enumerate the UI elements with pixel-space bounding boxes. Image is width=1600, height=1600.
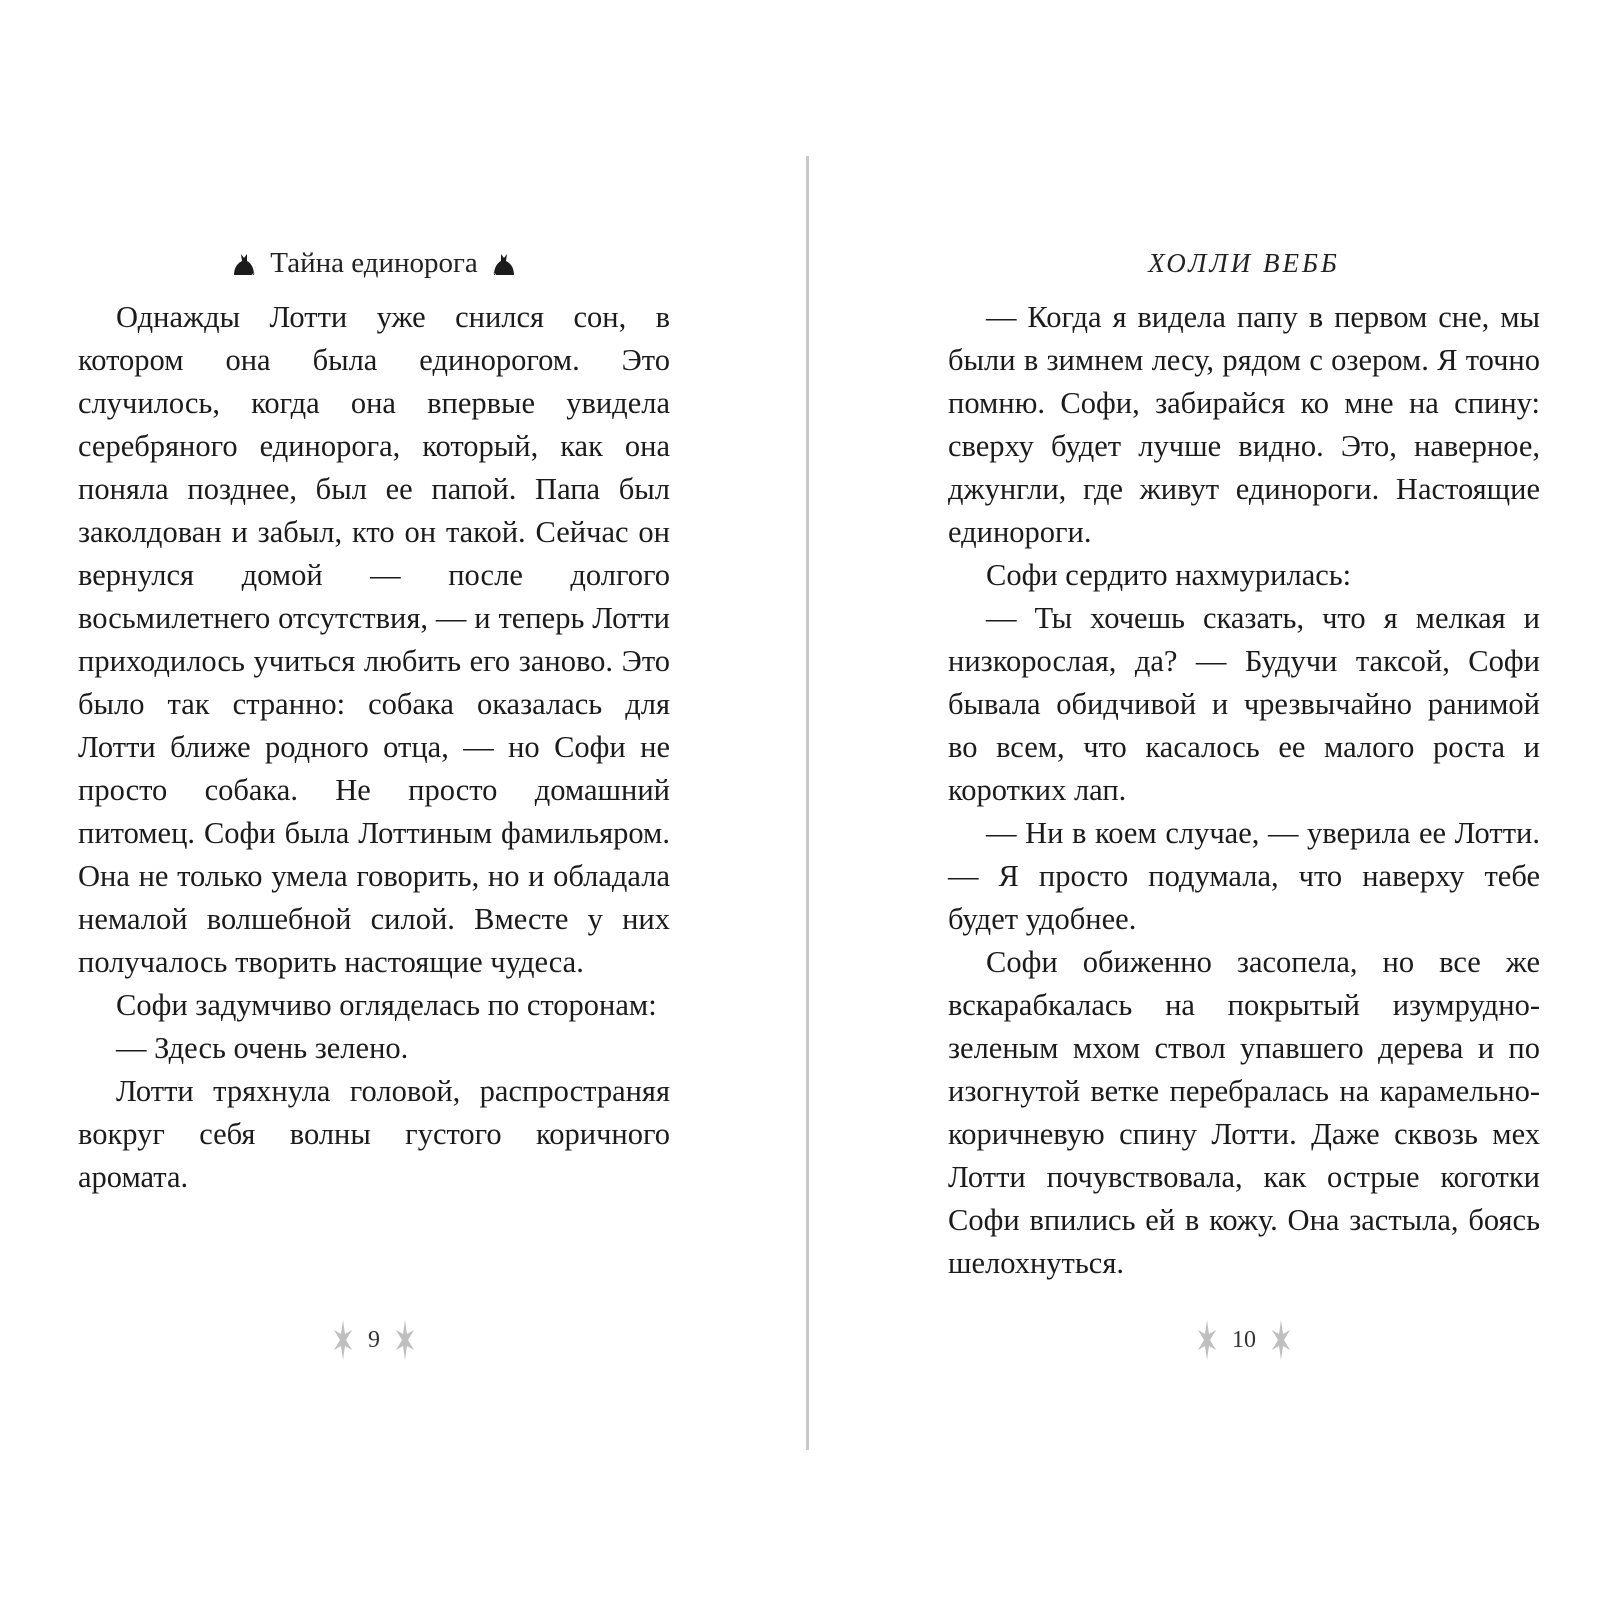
paragraph: — Ты хочешь сказать, что я мелкая и низкорослая, да? — Будучи таксой, Софи бывала обидчивой и чрезвычайно ранимой во всем, что касалось ее малого роста и коротких лап. [948, 601, 1540, 807]
page-gutter [806, 156, 809, 1450]
paragraph: — Когда я видела папу в первом сне, мы были в зимнем лесу, рядом с озером. Я точно помню. Софи, забирайся ко мне на спину: сверху будет лучше видно. Это, наверное, джунгли, где живут единороги. Настоящие единороги. [948, 300, 1540, 549]
sparkle-star-icon [394, 1318, 416, 1362]
right-running-head [948, 240, 1540, 286]
right-running-head-author: ХОЛЛИ ВЕББ [1148, 247, 1340, 278]
left-running-head-title: Тайна единорога [270, 246, 478, 279]
sparkle-star-icon [332, 1318, 354, 1362]
page-number: 10 [1232, 1326, 1256, 1353]
cat-silhouette-icon [230, 249, 258, 277]
paragraph: Софи сердито нахмурилась: [986, 558, 1352, 592]
paragraph: — Здесь очень зелено. [116, 1031, 409, 1065]
sparkle-star-icon [1270, 1318, 1292, 1362]
paragraph: Однажды Лотти уже снился сон, в котором она была единорогом. Это случилось, когда она впервые увидела серебряного единорога, который, как она поняла позднее, был ее папой. Папа был заколдован и забыл, кто он такой. Сейчас он вернулся домой — после долгого восьмилетнего отсутствия, — и теперь Лотти приходилось учиться любить его заново. Это было так странно: собака оказалась для Лотти ближе родного отца, — но Софи не просто собака. Не просто домашний питомец. Софи была Лоттиным фамильяром. Она не только умела говорить, но и обладала немалой волшебной силой. Вместе у них получалось творить настоящие чудеса. [78, 300, 670, 979]
page-number: 9 [368, 1326, 380, 1353]
paragraph: Софи обиженно засопела, но все же вскарабкалась на покрытый изумрудно-зеленым мхом ствол упавшего дерева и по изогнутой ветке перебралась на карамельно-коричневую спину Лотти. Даже сквозь мех Лотти почувствовала, как острые коготки Софи впились ей в кожу. Она застыла, боясь шелохнуться. [948, 945, 1540, 1280]
cat-silhouette-icon [490, 249, 518, 277]
paragraph: Лотти тряхнула головой, распространяя вокруг себя волны густого коричного аромата. [78, 1074, 670, 1194]
left-page [78, 240, 670, 1199]
left-page-text [78, 296, 670, 1199]
paragraph: Софи задумчиво огляделась по сторонам: [116, 988, 657, 1022]
paragraph: — Ни в коем случае, — уверила ее Лотти. — Я просто подумала, что наверху тебе будет удобнее. [948, 816, 1540, 936]
left-running-head [78, 240, 670, 286]
left-folio [78, 1318, 670, 1362]
sparkle-star-icon [1196, 1318, 1218, 1362]
right-page-text [948, 296, 1540, 1285]
right-page [948, 240, 1540, 1285]
right-folio [948, 1318, 1540, 1362]
